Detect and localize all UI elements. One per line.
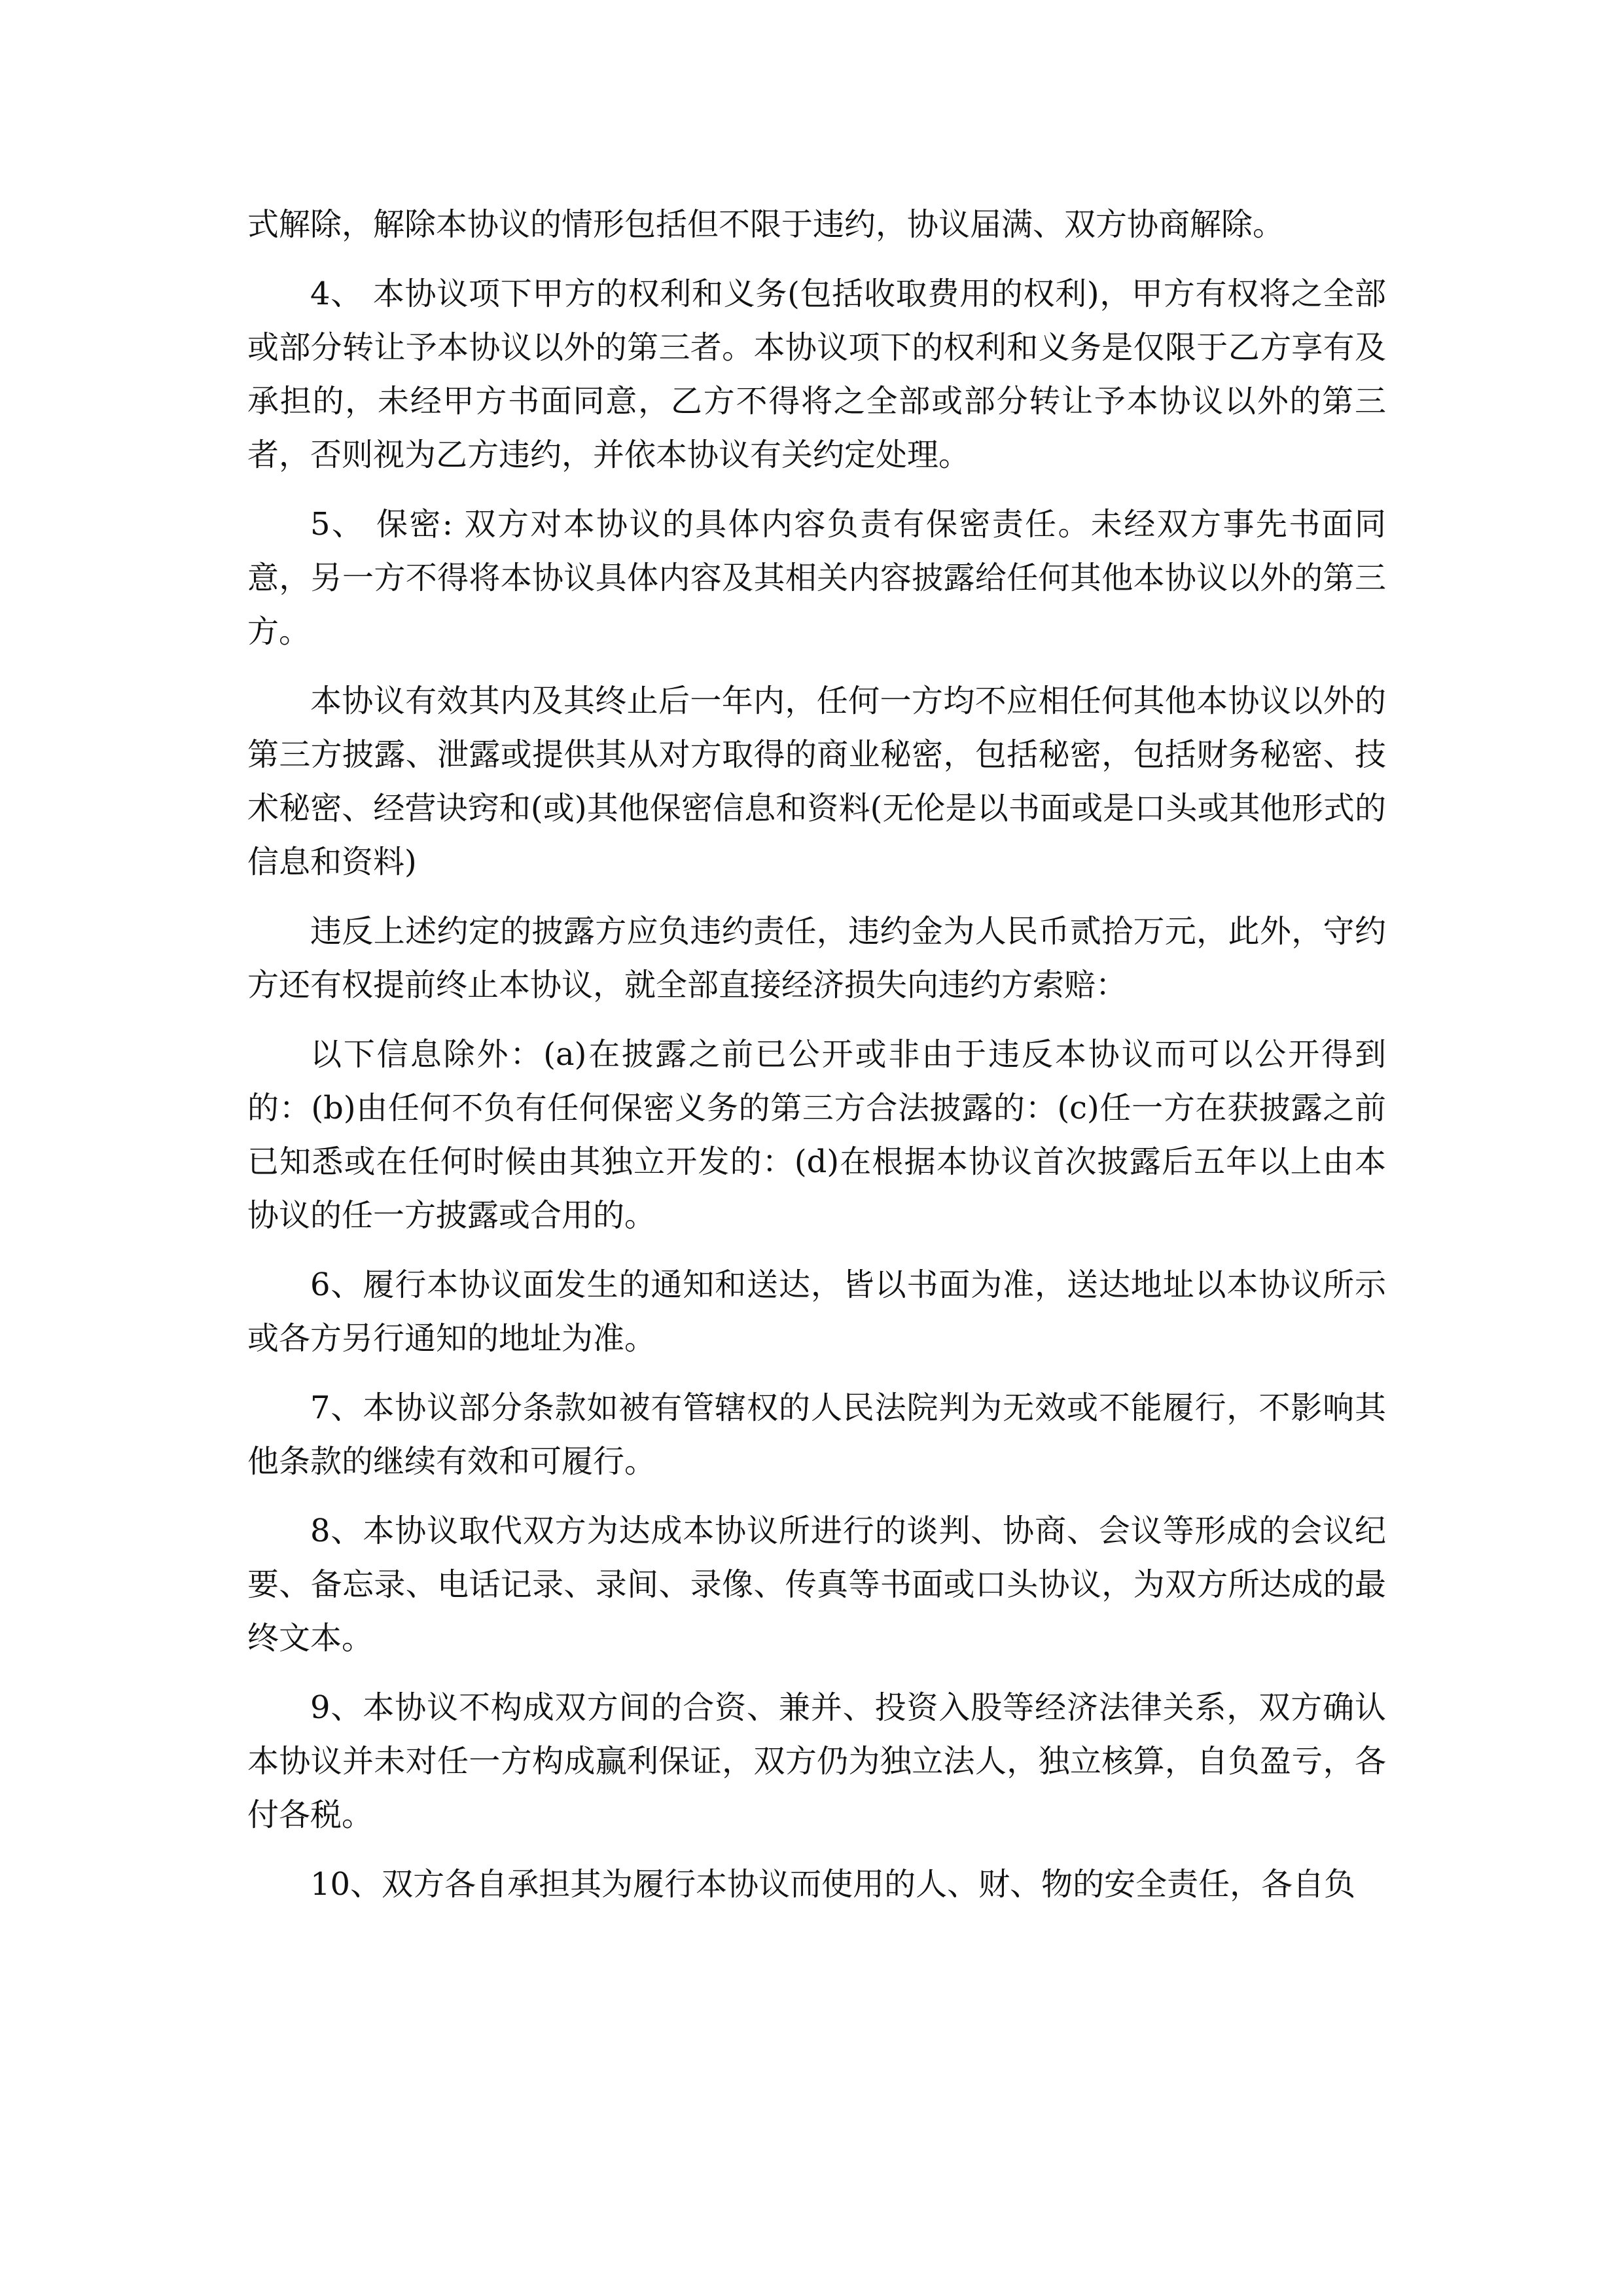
paragraph-termination-cont: 式解除，解除本协议的情形包括但不限于违约，协议届满、双方协商解除。 xyxy=(247,206,1285,243)
document-body xyxy=(247,198,1386,1927)
paragraph-confidentiality-term: 本协议有效其内及其终止后一年内，任何一方均不应相任何其他本协议以外的第三方披露、泄露或提供其从对方取得的商业秘密，包括秘密，包括财务秘密、技术秘密、经营诀窍和(或)其他保密信息和资料(无伦是以书面或是口头或其他形式的信息和资料) xyxy=(247,683,1386,880)
paragraph-exceptions: 以下信息除外：(a)在披露之前已公开或非由于违反本协议而可以公开得到的：(b)由任何不负有任何保密义务的第三方合法披露的：(c)任一方在获披露之前已知悉或在任何时候由其独立开发的：(d)在根据本协议首次披露后五年以上由本协议的任一方披露或合用的。 xyxy=(247,1036,1386,1234)
paragraph-clause-7: 7、本协议部分条款如被有管辖权的人民法院判为无效或不能履行，不影响其他条款的继续有效和可履行。 xyxy=(247,1390,1386,1480)
paragraph-clause-4: 4、 本协议项下甲方的权利和义务(包括收取费用的权利)，甲方有权将之全部或部分转让予本协议以外的第三者。本协议项下的权利和义务是仅限于乙方享有及承担的，未经甲方书面同意，乙方不得将之全部或部分转让予本协议以外的第三者，否则视为乙方违约，并依本协议有关约定处理。 xyxy=(247,276,1386,473)
paragraph-clause-5-confidentiality: 5、 保密: 双方对本协议的具体内容负责有保密责任。未经双方事先书面同意，另一方不得将本协议具体内容及其相关内容披露给任何其他本协议以外的第三方。 xyxy=(247,506,1386,650)
paragraph-clause-10: 10、双方各自承担其为履行本协议而使用的人、财、物的安全责任，各自负 xyxy=(310,1866,1356,1903)
paragraph-breach-penalty: 违反上述约定的披露方应负违约责任，违约金为人民币贰拾万元，此外，守约方还有权提前终止本协议，就全部直接经济损失向违约方索赔： xyxy=(247,913,1386,1003)
paragraph-clause-9: 9、本协议不构成双方间的合资、兼并、投资入股等经济法律关系，双方确认本协议并未对任一方构成赢利保证，双方仍为独立法人，独立核算，自负盈亏，各付各税。 xyxy=(247,1689,1386,1833)
paragraph-clause-6: 6、履行本协议面发生的通知和送达，皆以书面为准，送达地址以本协议所示或各方另行通知的地址为准。 xyxy=(247,1266,1386,1357)
paragraph-clause-8: 8、本协议取代双方为达成本协议所进行的谈判、协商、会议等形成的会议纪要、备忘录、电话记录、录间、录像、传真等书面或口头协议，为双方所达成的最终文本。 xyxy=(247,1513,1386,1657)
